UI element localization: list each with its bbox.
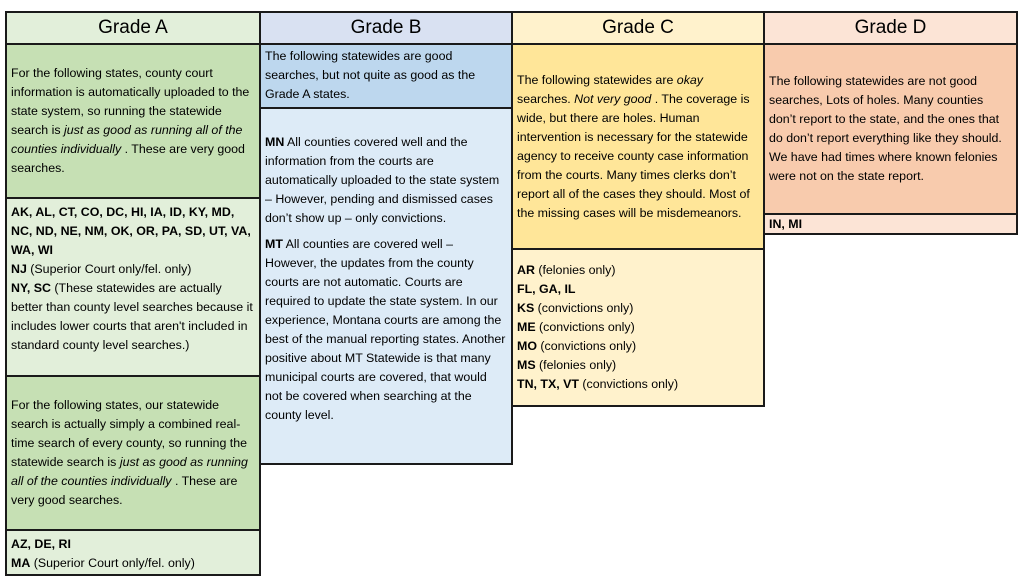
grade-c-item: TN, TX, VT (convictions only)	[517, 377, 679, 391]
grade-c-description-text: The following statewides are okay searches. Not very good . The coverage is wide, but there are holes. Human intervention is necessary for the statewide agency to receive county case information from the courts. Many times clerks don’t report all of the cases they should. Most of the missing cases will be misdemeanors.	[517, 72, 750, 220]
grade-b-mn-item: MN All counties covered well and the information from the courts are automatically uploaded to the state system – However, pending and dismissed cases don’t show up – only convictions.	[265, 135, 500, 225]
grade-a-states-2: AZ, DE, RI	[11, 537, 71, 551]
grade-b-description	[259, 43, 513, 109]
grade-d-states: IN, MI	[769, 217, 803, 231]
grade-b-mt-item: MT All counties are covered well – However, the updates from the county courts are not automatic. Courts are required to update the state system. In our experience, Montana courts are among the best of the manual reporting states. Another positive about MT Statewide is that many municipal courts are covered, that would not be covered when searching at the county level.	[265, 237, 506, 422]
grade-a-state-list-2	[5, 529, 261, 576]
grade-c-description	[511, 43, 765, 250]
grade-d-description	[763, 43, 1018, 215]
grade-c-title: Grade C	[602, 17, 674, 38]
grade-b-column	[259, 11, 513, 465]
grade-c-column	[511, 11, 765, 407]
grade-d-column	[763, 11, 1018, 235]
grade-c-item: AR (felonies only)	[517, 263, 616, 277]
grade-a-states: AK, AL, CT, CO, DC, HI, IA, ID, KY, MD, NC, ND, NE, NM, OK, OR, PA, SD, UT, VA, WA, WI	[11, 205, 251, 257]
grade-a-description-2-text: For the following states, our statewide search is actually simply a combined real-time search of every county, so running the statewide search is just as good as running all of the counties individually . These are very good searches.	[11, 398, 248, 507]
grade-c-header	[511, 11, 765, 45]
grade-a-description-1	[5, 43, 261, 199]
grade-a-title: Grade A	[98, 17, 168, 38]
grade-b-description-text: The following statewides are good searches, but not quite as good as the Grade A states.	[265, 49, 476, 101]
grade-d-state-list	[763, 213, 1018, 235]
grade-d-title: Grade D	[854, 17, 927, 38]
grade-d-header	[763, 11, 1018, 45]
grade-b-header	[259, 11, 513, 45]
grade-d-description-text: The following statewides are not good searches, Lots of holes. Many counties don’t report to the state, and the ones that do don’t report everything like they should. We have had times where known felonies were not on the state report.	[769, 74, 1002, 183]
grade-a-header	[5, 11, 261, 45]
grade-a-ma-item: MA (Superior Court only/fel. only)	[11, 556, 195, 570]
grade-c-item: ME (convictions only)	[517, 320, 635, 334]
grade-b-details	[259, 107, 513, 465]
grade-a-nj-item: NJ (Superior Court only/fel. only)	[11, 262, 192, 276]
grade-a-state-list-1	[5, 197, 261, 377]
grade-b-title: Grade B	[350, 17, 422, 38]
grade-c-item: KS (convictions only)	[517, 301, 634, 315]
grade-a-description-1-text: For the following states, county court information is automatically uploaded to the state system, so running the statewide search is just as good as running all of the counties individually . These are very good searches.	[11, 66, 250, 175]
grade-c-item: MO (convictions only)	[517, 339, 637, 353]
grade-a-ny-sc-item: NY, SC (These statewides are actually better than county level searches because it includes lower courts that aren't included in standard county level searches.)	[11, 281, 253, 352]
grade-c-state-list	[511, 248, 765, 407]
grade-a-description-2	[5, 375, 261, 531]
grade-c-item: FL, GA, IL	[517, 282, 576, 296]
grade-a-column	[5, 11, 261, 576]
grade-c-item: MS (felonies only)	[517, 358, 617, 372]
